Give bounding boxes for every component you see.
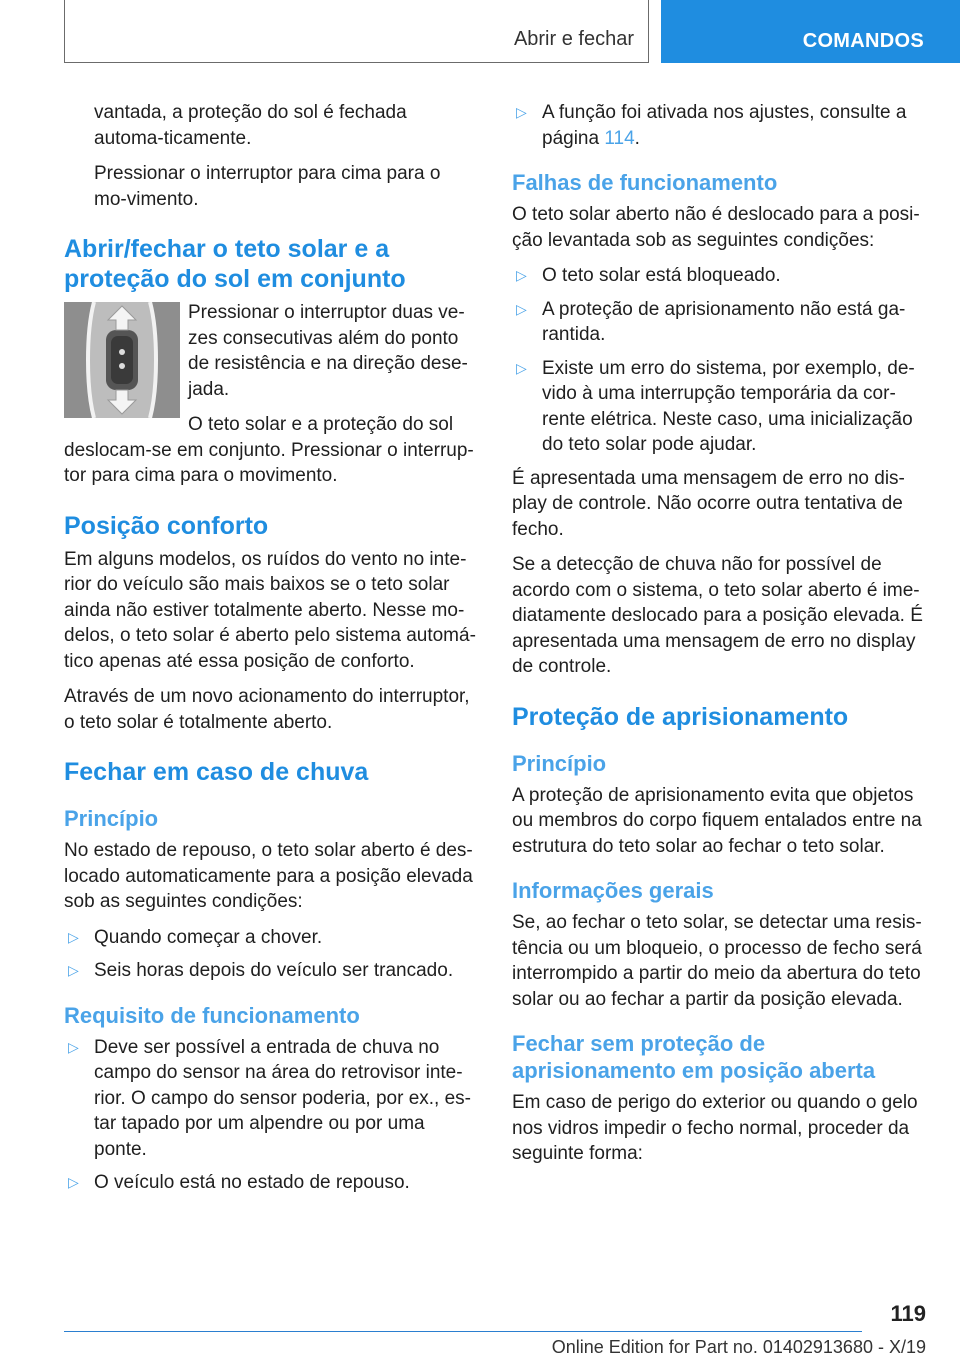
header-section-box [64,0,649,63]
paragraph-continued-2: Pressionar o interruptor para cima para o mo-vimento. [94,163,441,210]
requirement-list [64,1035,476,1196]
list-item: ▷ O veículo está no estado de repouso. [64,1170,476,1196]
list-item: ▷ Quando começar a chover. [64,925,476,951]
triangle-bullet-icon: ▷ [516,104,527,120]
heading-comfort-position: Posição conforto [64,511,269,540]
paragraph-comfort-2: Através de um novo acionamento do interruptor, o teto solar é totalmente aberto. [64,686,470,733]
paragraph-faults-3: Se a detecção de chuva não for possível de acordo com o sistema, o teto solar aberto é ime-diatamente deslocado para a posição elevada. É apresentada uma mensagem de erro no display de controle. [512,554,923,677]
subheading-general-info: Informações gerais [512,878,714,903]
header-chapter-title: COMANDOS [802,30,924,52]
left-column [64,100,476,1204]
triangle-bullet-icon: ▷ [68,1174,79,1190]
triangle-bullet-icon: ▷ [68,1038,79,1055]
triangle-bullet-icon: ▷ [516,300,527,317]
paragraph-continued-1: vantada, a proteção do sol é fechada automa-ticamente. [94,102,407,149]
heading-open-close-together: Abrir/fechar o teto solar e a proteção do sol em conjunto [64,235,406,293]
page-reference-link[interactable]: 114 [604,127,635,149]
subheading-requirement: Requisito de funcionamento [64,1002,360,1028]
requirement-list-continued [512,100,926,151]
roof-switch-icon [64,302,180,418]
list-item: ▷ O teto solar está bloqueado. [512,263,926,289]
footer-edition: Online Edition for Part no. 01402913680 - X/19 [551,1337,926,1357]
triangle-bullet-icon: ▷ [516,267,527,283]
list-item: ▷ A proteção de aprisionamento não está ga-rantida. [516,298,906,345]
header-chapter-tab [661,0,960,63]
heading-close-rain: Fechar em caso de chuva [64,758,369,786]
list-item: ▷ Deve ser possível a entrada de chuva no campo do sensor na área do retrovisor inte-rior. O campo do sensor poderia, por ex., es-tar tapado por um alpendre ou por uma ponte. [68,1036,472,1160]
paragraph-comfort-1: Em alguns modelos, os ruídos do vento no inte-rior do veículo são mais baixos se o teto solar ainda não estiver totalmente aberto. Nesse mo-delos, o teto solar é aberto pelo sistema automá-tico apenas até essa posição de conforto. [64,548,476,672]
triangle-bullet-icon: ▷ [516,359,527,376]
paragraph-together-1: Pressionar o interruptor duas ve-zes consecutivas além do ponto de resistência e na direção dese-jada. [188,302,468,400]
subheading-pinch-principle: Princípio [512,750,607,776]
triangle-bullet-icon: ▷ [68,928,79,945]
fault-list [512,263,926,458]
subheading-close-without-protection: Fechar sem proteção de aprisionamento em posição aberta [512,1031,876,1083]
paragraph-general-info: Se, ao fechar o teto solar, se detectar uma resis-tência ou um bloqueio, o processo de fecho será interrompido a partir do meio da abertura do teto solar ou ao fechar a partir da posição elevada. [512,912,922,1010]
paragraph-pinch-principle: A proteção de aprisionamento evita que objetos ou membros do corpo fiquem entalados entre na estrutura do teto solar ao fechar o teto solar. [512,784,922,857]
principle-list [64,925,476,984]
list-item: ▷ Existe um erro do sistema, por exemplo, de-vido à uma interrupção temporária da cor-rente elétrica. Neste caso, uma inicialização do teto solar pode ajudar. [516,357,915,455]
paragraph-principle: No estado de repouso, o teto solar aberto é des-locado automaticamente para a posição elevada sob as seguintes condições: [64,840,473,912]
subheading-faults: Falhas de funcionamento [512,170,778,195]
paragraph-close-without-protection: Em caso de perigo do exterior ou quando o gelo nos vidros impedir o fecho normal, proceder da seguinte forma: [512,1092,918,1164]
paragraph-faults-2: É apresentada uma mensagem de erro no dis-play de controle. Não ocorre outra tentativa de fecho. [512,467,905,540]
header-section-title: Abrir e fechar [513,28,634,50]
list-item: ▷ A função foi ativada nos ajustes, consulte a página 114. [516,102,907,149]
paragraph-together-2: O teto solar e a proteção do sol deslocam-se em conjunto. Pressionar o interrup-tor para cima para o movimento. [64,414,474,486]
paragraph-faults: O teto solar aberto não é deslocado para a posi-ção levantada sob as seguintes condições: [512,204,920,251]
triangle-bullet-icon: ▷ [68,962,79,978]
subheading-principle: Princípio [64,806,159,831]
heading-pinch-protection: Proteção de aprisionamento [512,702,849,731]
footer-divider [64,1331,862,1332]
list-item: ▷ Seis horas depois do veículo ser trancado. [64,958,476,984]
right-column [512,100,926,1177]
figure-row [64,300,476,489]
page-number: 119 [890,1301,926,1326]
roof-switch-illustration [64,302,180,418]
